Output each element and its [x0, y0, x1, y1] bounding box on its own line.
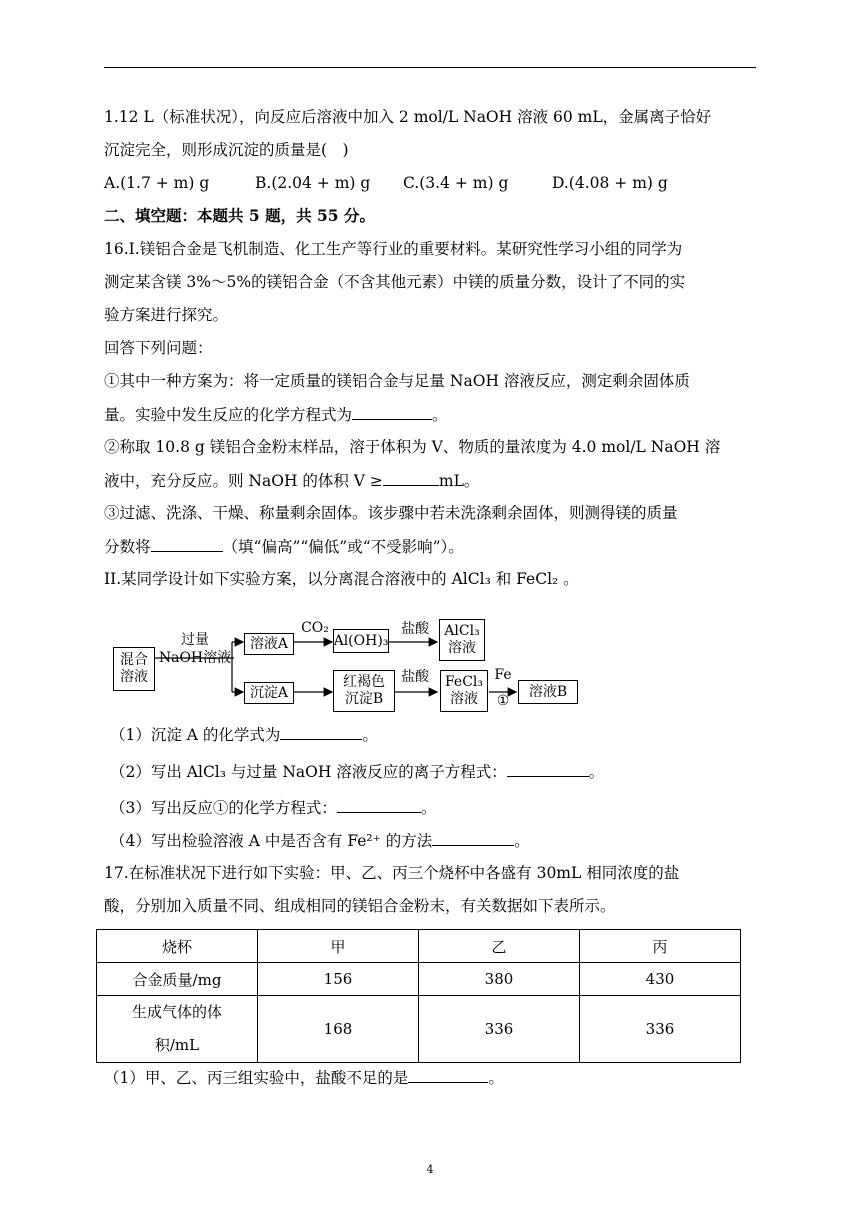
- answer-blank[interactable]: [352, 404, 432, 420]
- q16-sub3: （3）写出反应①的化学方程式： 。: [110, 799, 437, 817]
- answer-blank[interactable]: [507, 761, 589, 777]
- table-header: 甲: [258, 930, 419, 963]
- table-cell: 168: [258, 996, 419, 1063]
- table-cell: 生成气体的体积/mL: [97, 996, 258, 1063]
- flow-precipitate-a: 沉淀A: [244, 682, 294, 704]
- flow-reaction-1: ①: [496, 693, 510, 709]
- flow-hcl-1: 盐酸: [401, 621, 429, 637]
- answer-blank[interactable]: [151, 536, 223, 552]
- q16-p3-line1: ③过滤、洗涤、干燥、称量剩余固体。该步骤中若未洗涤剩余固体，则测得镁的质量: [104, 504, 678, 522]
- table-header: 丙: [580, 930, 741, 963]
- flow-precipitate-b: 红褐色沉淀B: [333, 670, 395, 712]
- flow-alcl3-solution: AlCl₃溶液: [439, 619, 485, 661]
- table-row: [97, 963, 741, 996]
- q16-p1-line1: ①其中一种方案为：将一定质量的镁铝合金与足量 NaOH 溶液反应，测定剩余固体质: [104, 372, 690, 390]
- q16-sub2: （2）写出 AlCl₃ 与过量 NaOH 溶液反应的离子方程式： 。: [110, 763, 605, 781]
- q16-p3-line2: 分数将 （填“偏高”“偏低”或“不受影响”）。: [104, 538, 464, 556]
- table-cell: 336: [580, 996, 741, 1063]
- table-header: 乙: [419, 930, 580, 963]
- answer-blank[interactable]: [432, 830, 514, 846]
- option-d: D.(4.08 + m) g: [552, 174, 668, 192]
- option-a: A.(1.7 + m) g: [104, 174, 210, 192]
- q16-intro-2: 测定某含镁 3%～5%的镁铝合金（不含其他元素）中镁的质量分数，设计了不同的实: [104, 273, 686, 291]
- flow-solution-b: 溶液B: [518, 680, 578, 704]
- q16-intro-3: 验方案进行探究。: [104, 306, 229, 324]
- flow-reagent-excess: 过量: [181, 632, 209, 648]
- q16-intro-1: 16.I.镁铝合金是飞机制造、化工生产等行业的重要材料。某研究性学习小组的同学为: [104, 240, 683, 258]
- q17-intro-1: 17.在标准状况下进行如下实验：甲、乙、丙三个烧杯中各盛有 30mL 相同浓度的盐: [104, 864, 680, 882]
- flow-co2: CO₂: [301, 620, 329, 636]
- page-number: 4: [426, 1163, 434, 1176]
- q17-intro-2: 酸，分别加入质量不同、组成相同的镁铝合金粉末，有关数据如下表所示。: [104, 897, 616, 915]
- flow-aloh3: Al(OH)₃: [333, 629, 389, 653]
- flow-fecl3-solution: FeCl₃溶液: [440, 670, 488, 712]
- flow-reagent-naoh: NaOH溶液: [158, 650, 232, 666]
- q17-sub1: （1）甲、乙、丙三组实验中，盐酸不足的是 。: [104, 1069, 504, 1087]
- table-cell: 156: [258, 963, 419, 996]
- q16-p2-line2: 液中，充分反应。则 NaOH 的体积 V ≥ mL。: [104, 472, 480, 490]
- flow-solution-a: 溶液A: [244, 633, 294, 655]
- section-title: 二、填空题：本题共 5 题，共 55 分。: [104, 206, 375, 225]
- answer-blank[interactable]: [337, 797, 421, 813]
- q15-line2: 沉淀完全，则形成沉淀的质量是( ): [104, 141, 349, 159]
- flow-mixed-solution: 混合溶液: [113, 647, 155, 691]
- data-table: [96, 929, 741, 1063]
- answer-blank[interactable]: [408, 1067, 488, 1083]
- table-header-row: [97, 930, 741, 963]
- q16-sub4: （4）写出检验溶液 A 中是否含有 Fe²⁺ 的方法 。: [110, 832, 530, 850]
- header-rule: [104, 67, 756, 68]
- table-cell: 合金质量/mg: [97, 963, 258, 996]
- table-row: [97, 996, 741, 1063]
- option-b: B.(2.04 + m) g: [255, 174, 371, 192]
- flow-hcl-2: 盐酸: [401, 669, 429, 685]
- q16-p1-line2: 量。实验中发生反应的化学方程式为 。: [104, 406, 448, 424]
- answer-blank[interactable]: [383, 470, 439, 486]
- table-cell: 336: [419, 996, 580, 1063]
- option-c: C.(3.4 + m) g: [403, 174, 509, 192]
- q16-sub1: （1）沉淀 A 的化学式为 。: [110, 726, 378, 744]
- answer-prompt: 回答下列问题：: [104, 339, 213, 357]
- table-cell: 380: [419, 963, 580, 996]
- answer-blank[interactable]: [280, 724, 362, 740]
- table-cell: 430: [580, 963, 741, 996]
- q16-part2: II.某同学设计如下实验方案，以分离混合溶液中的 AlCl₃ 和 FeCl₂ 。: [104, 570, 579, 588]
- table-header: 烧杯: [97, 930, 258, 963]
- q15-line1: 1.12 L（标准状况），向反应后溶液中加入 2 mol/L NaOH 溶液 60 mL，金属离子恰好: [104, 108, 712, 126]
- q16-p2-line1: ②称取 10.8 g 镁铝合金粉末样品，溶于体积为 V、物质的量浓度为 4.0 mol/L NaOH 溶: [104, 438, 721, 456]
- flow-fe: Fe: [494, 667, 512, 683]
